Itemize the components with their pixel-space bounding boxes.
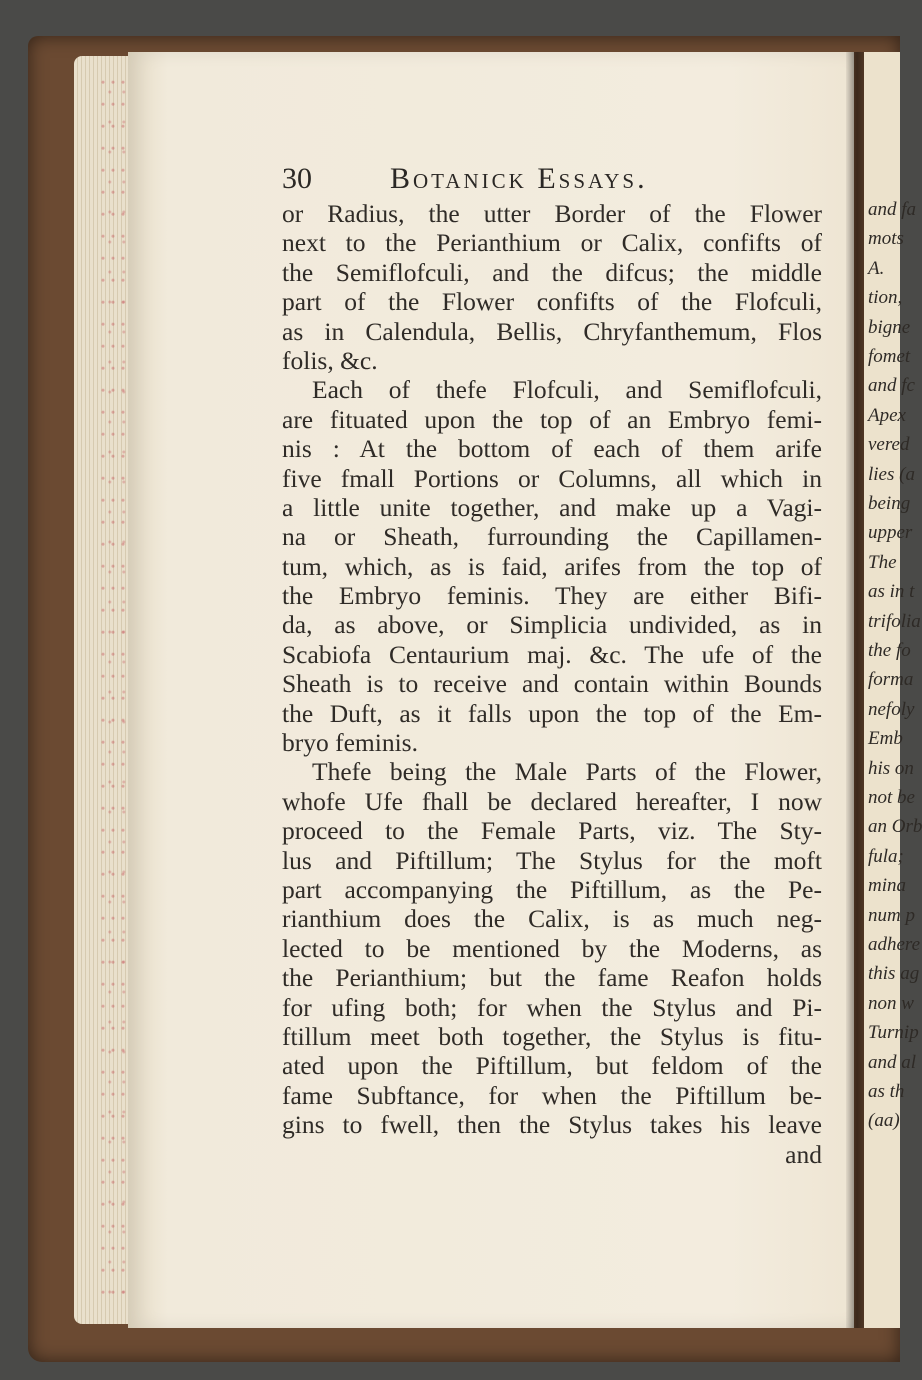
text-line: proceed to the Female Parts, viz. The Sty- bbox=[282, 816, 822, 846]
text-line: lus and Piftillum; The Stylus for the moft bbox=[282, 845, 822, 875]
text-line: bryo feminis. bbox=[282, 728, 418, 758]
sprinkled-edge bbox=[100, 80, 128, 1300]
text-line: folis, &c. bbox=[282, 345, 378, 375]
text-line: da, as above, or Simplicia undivided, as in bbox=[282, 610, 822, 640]
facing-page-fragment: his on bbox=[868, 757, 914, 779]
facing-page-fragment: num p bbox=[868, 904, 915, 926]
facing-page-fragment: (aa) bbox=[868, 1110, 900, 1132]
text-line: fame Subftance, for when the Piftillum be- bbox=[282, 1080, 822, 1110]
facing-page-fragment: an Orb bbox=[868, 816, 922, 838]
text-line: rianthium does the Calix, is as much neg- bbox=[282, 904, 822, 934]
facing-page-fragment: non w bbox=[868, 992, 914, 1014]
text-line: Sheath is to receive and contain within Bounds bbox=[282, 669, 822, 699]
facing-page-fragment: not be bbox=[868, 787, 915, 808]
facing-page-fragment: adhere bbox=[868, 934, 921, 955]
facing-page-fragment: as th bbox=[868, 1081, 905, 1102]
text-line: next to the Perianthium or Calix, confifts of bbox=[282, 228, 822, 258]
facing-page-fragment: bigne bbox=[868, 316, 911, 338]
facing-page-fragment: A. bbox=[868, 257, 885, 279]
facing-page-fragment: being bbox=[868, 493, 911, 514]
text-line: are fituated upon the top of an Embryo femi- bbox=[282, 404, 822, 434]
text-line: the Semiflofculi, and the difcus; the middle bbox=[282, 257, 822, 287]
facing-page-fragment: vered bbox=[868, 434, 910, 456]
facing-page-fragment: The bbox=[868, 551, 897, 573]
text-line: Thefe being the Male Parts of the Flower, bbox=[312, 757, 822, 787]
facing-page-fragment: Turnip bbox=[868, 1022, 919, 1044]
text-line: whofe Ufe fhall be declared hereafter, I now bbox=[282, 786, 822, 816]
text-line: ated upon the Piftillum, but feldom of the bbox=[282, 1051, 822, 1081]
facing-page-fragment: and fa bbox=[868, 199, 917, 220]
facing-page-fragment: and fc bbox=[868, 375, 915, 397]
facing-page-fragment: mots bbox=[868, 228, 904, 250]
text-line: lected to be mentioned by the Moderns, as bbox=[282, 933, 822, 963]
text-line: the Perianthium; but the fame Reafon holds bbox=[282, 963, 822, 993]
text-line: Scabiofa Centaurium maj. &c. The ufe of the bbox=[282, 639, 822, 669]
page-number: 30 bbox=[282, 162, 312, 195]
facing-page-fragment: tion, bbox=[868, 287, 903, 309]
running-head bbox=[282, 158, 822, 198]
catchword: and bbox=[785, 1139, 822, 1169]
text-line: nis : At the bottom of each of them arife bbox=[282, 434, 822, 464]
text-line: na or Sheath, furrounding the Capillamen- bbox=[282, 522, 822, 552]
text-line: as in Calendula, Bellis, Chryfanthemum, Flos bbox=[282, 316, 822, 346]
text-line: ftillum meet both together, the Stylus is fitu- bbox=[282, 1021, 822, 1051]
facing-page-fragment: lies (a bbox=[868, 463, 915, 485]
facing-page-fragment: upper bbox=[868, 522, 913, 544]
facing-page-fragment: fula; bbox=[868, 845, 904, 867]
facing-page bbox=[864, 52, 922, 1328]
text-line: Each of thefe Flofculi, and Semiflofculi, bbox=[312, 375, 822, 405]
facing-page-fragment: and al bbox=[868, 1051, 917, 1073]
facing-page-fragment: mina bbox=[868, 875, 906, 897]
text-line: or Radius, the utter Border of the Flower bbox=[282, 199, 822, 228]
facing-page-fragment: the fo bbox=[868, 640, 911, 661]
facing-page-fragment: as in t bbox=[868, 581, 915, 603]
text-line: the Embryo feminis. They are either Bifi- bbox=[282, 581, 822, 611]
text-line: the Duft, as it falls upon the top of the Em- bbox=[282, 698, 822, 728]
facing-page-fragment: Emb bbox=[868, 728, 903, 750]
text-line: gins to fwell, then the Stylus takes his leave bbox=[282, 1110, 822, 1140]
text-line: a little unite together, and make up a Vagi- bbox=[282, 492, 822, 522]
facing-page-fragment: this ag bbox=[868, 963, 920, 985]
text-line: part of the Flower confifts of the Flofculi, bbox=[282, 287, 822, 317]
facing-page-fragment: Apex bbox=[868, 404, 906, 426]
running-title: Botanick Essays. bbox=[390, 162, 648, 195]
text-line: five fmall Portions or Columns, all which in bbox=[282, 463, 822, 493]
body-text bbox=[282, 199, 822, 1169]
text-line: for ufing both; for when the Stylus and Pi- bbox=[282, 992, 822, 1022]
facing-page-fragment: trifolia bbox=[868, 610, 921, 632]
text-line: tum, which, as is faid, arifes from the top of bbox=[282, 551, 822, 581]
facing-page-fragment: nefoly bbox=[868, 698, 915, 720]
facing-page-fragment: forma bbox=[868, 669, 914, 691]
facing-page-fragment: fomet bbox=[868, 346, 911, 367]
text-line: part accompanying the Piftillum, as the Pe- bbox=[282, 874, 822, 904]
